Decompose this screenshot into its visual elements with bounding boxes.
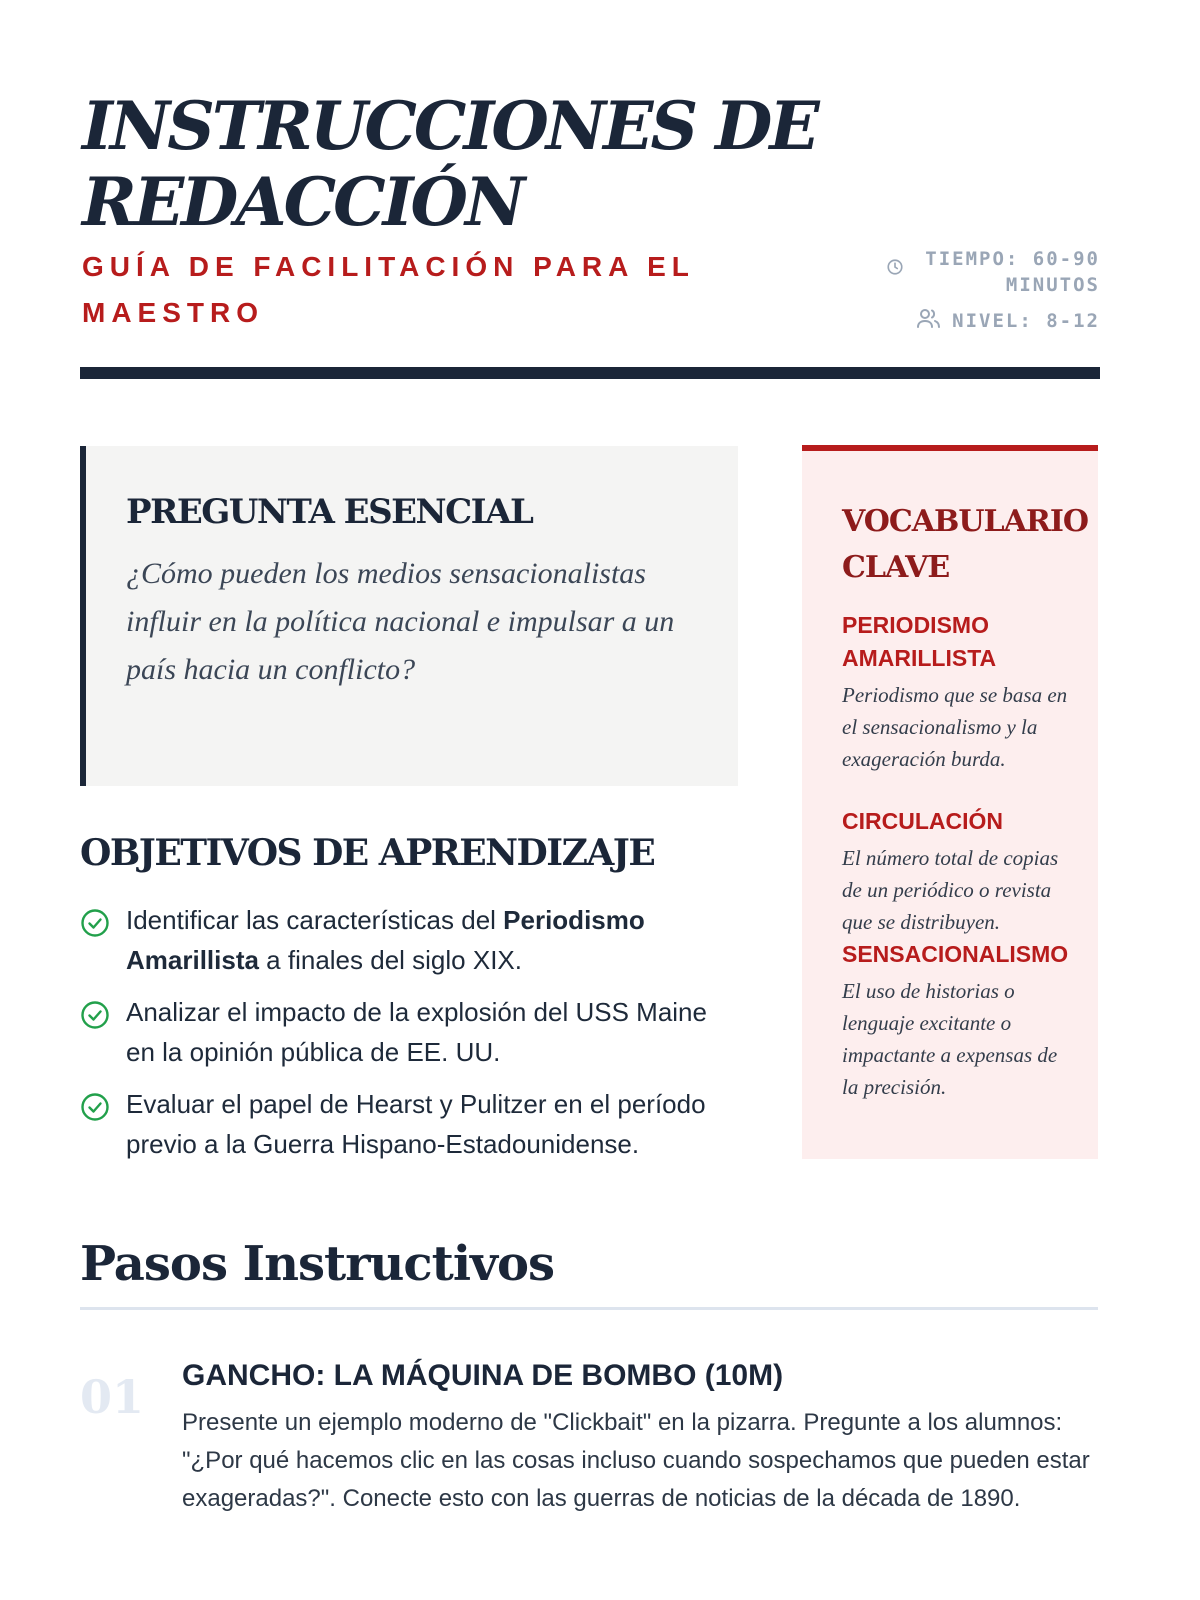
objective-text: Analizar el impacto de la explosión del USS Maine en la opinión pública de EE. UU. [126,997,707,1067]
page-title: INSTRUCCIONES DE REDACCIÓN [82,87,817,241]
objective-item [80,900,740,980]
check-circle-icon [80,1000,110,1035]
objective-text: Identificar las características del Periodismo Amarillista a finales del siglo XIX. [126,905,645,975]
users-icon [916,306,942,335]
clock-icon [886,258,904,281]
vocab-definition: El número total de copias de un periódico o revista que se distribuyen. [842,846,1059,934]
page-subtitle: GUÍA DE FACILITACIÓN PARA EL MAESTRO [82,251,695,328]
steps-heading: Pasos Instructivos [80,1236,554,1292]
essential-question-heading: PREGUNTA ESENCIAL [126,492,533,532]
essential-question-text: ¿Cómo pueden los medios sensacionalistas influir en la política nacional e impulsar a un país hacia un conflicto? [126,557,675,686]
check-circle-icon [80,908,110,943]
objective-highlight: Periodismo Amarillista [126,905,645,975]
vocab-term: SENSACIONALISMO [842,941,1069,967]
level-meta [840,306,1100,335]
lesson-meta [840,246,1100,335]
time-value: TIEMPO: 60-90 MINUTOS [925,248,1100,296]
check-circle-icon [80,1092,110,1127]
objectives-list [80,900,740,1164]
step-title: GANCHO: LA MÁQUINA DE BOMBO (10M) [182,1359,784,1392]
level-value: NIVEL: 8-12 [952,309,1100,332]
objective-text: Evaluar el papel de Hearst y Pulitzer en el período previo a la Guerra Hispano-Estadounidense. [126,1089,706,1159]
vocab-term: PERIODISMO AMARILLISTA [842,612,997,671]
objective-item [80,992,740,1072]
steps-divider [80,1307,1098,1310]
learning-objectives [80,832,740,1176]
vocab-term: CIRCULACIÓN [842,808,1003,834]
step-body [182,1356,1102,1518]
vocabulary-heading: VOCABULARIO CLAVE [842,504,1089,585]
time-meta [840,246,1100,298]
header-divider [80,367,1100,379]
step-description: Presente un ejemplo moderno de "Clickbait" en la pizarra. Pregunte a los alumnos: "¿Por qué hacemos clic en las cosas incluso cuando sospechamos que pueden estar exageradas?". Conecte esto con las guerras de noticias de la década de 1890. [182,1409,1090,1512]
objectives-heading: OBJETIVOS DE APRENDIZAJE [80,832,655,874]
essential-question-box [80,446,738,786]
vocab-definition: El uso de historias o lenguaje excitante o impactante a expensas de la precisión. [842,979,1058,1099]
step-number: 01 [80,1370,145,1424]
objective-item [80,1084,740,1164]
vocab-definition: Periodismo que se basa en el sensacionalismo y la exageración burda. [842,683,1068,771]
key-vocabulary [802,445,1098,1159]
